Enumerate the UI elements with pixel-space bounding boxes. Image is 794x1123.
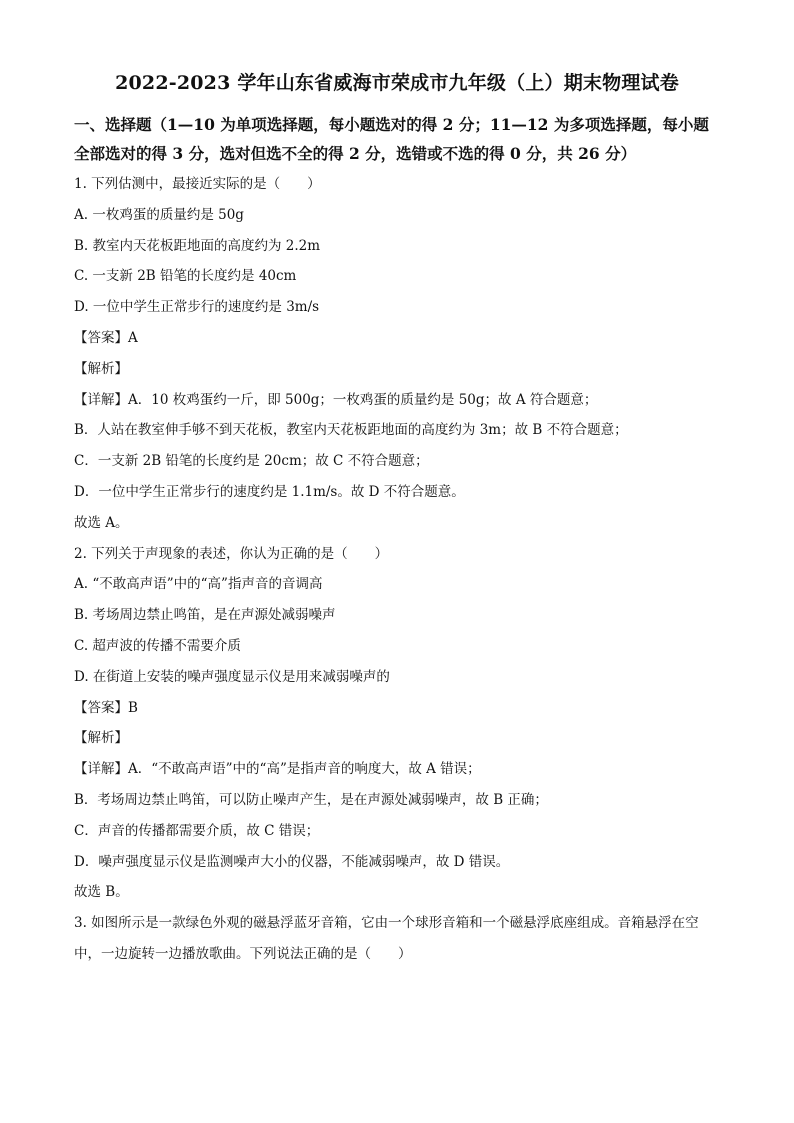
question-2-stem: 2. 下列关于声现象的表述，你认为正确的是（ ）: [74, 545, 389, 562]
question-2-option-d: D. 在街道上安装的噪声强度显示仪是用来减弱噪声的: [74, 668, 390, 685]
question-1-stem: 1. 下列估测中，最接近实际的是（ ）: [74, 176, 321, 192]
question-2-detail-a: 【详解】A．“不敢高声语”中的“高”是指声音的响度大，故 A 错误；: [74, 761, 481, 778]
section-header: 一、选择题（1—10 为单项选择题，每小题选对的得 2 分；11—12 为多项选择题，每小题全部选对的得 3 分，选对但选不全的得 2 分，选错或不选的得 0 分，共 26 分）: [74, 115, 709, 163]
question-1-analysis-label: 【解析】: [74, 360, 128, 377]
question-2-conclusion: 故选 B。: [74, 884, 129, 901]
question-1-detail-b: B．人站在教室伸手够不到天花板，教室内天花板距地面的高度约为 3m；故 B 不符合题意；: [74, 422, 628, 439]
question-2-detail-b: B．考场周边禁止鸣笛，可以防止噪声产生，是在声源处减弱噪声，故 B 正确；: [74, 791, 548, 808]
question-1-option-c: C. 一支新 2B 铅笔的长度约是 40cm: [74, 268, 297, 285]
question-1-detail-c: C．一支新 2B 铅笔的长度约是 20cm；故 C 不符合题意；: [74, 453, 429, 470]
question-2-analysis-label: 【解析】: [74, 730, 128, 747]
question-1-option-b: B. 教室内天花板距地面的高度约为 2.2m: [74, 237, 321, 254]
question-1-answer: 【答案】A: [74, 329, 138, 346]
question-1-option-d: D. 一位中学生正常步行的速度约是 3m/s: [74, 299, 320, 316]
question-2-option-a: A. “不敢高声语”中的“高”指声音的音调高: [74, 576, 323, 593]
questions-content: [74, 169, 734, 970]
question-2-option-b: B. 考场周边禁止鸣笛，是在声源处减弱噪声: [74, 607, 336, 624]
question-2-detail-d: D．噪声强度显示仪是监测噪声大小的仪器，不能减弱噪声，故 D 错误。: [74, 853, 510, 870]
question-2-detail-c: C．声音的传播都需要介质，故 C 错误；: [74, 822, 320, 839]
question-3-stem: 3. 如图所示是一款绿色外观的磁悬浮蓝牙音箱，它由一个球形音箱和一个磁悬浮底座组成。音箱悬浮在空中，一边旋转一边播放歌曲。下列说法正确的是（ ）: [74, 915, 699, 962]
question-2-answer: 【答案】B: [74, 699, 138, 716]
question-1-detail-d: D．一位中学生正常步行的速度约是 1.1m/s。故 D 不符合题意。: [74, 483, 465, 500]
question-1-option-a: A. 一枚鸡蛋的质量约是 50g: [74, 206, 244, 223]
question-2-option-c: C. 超声波的传播不需要介质: [74, 637, 241, 654]
question-1-conclusion: 故选 A。: [74, 514, 129, 531]
question-1-detail-a: 【详解】A．10 枚鸡蛋约一斤，即 500g；一枚鸡蛋的质量约是 50g；故 A 符合题意；: [74, 391, 598, 408]
page-title: 2022-2023 学年山东省威海市荣成市九年级（上）期末物理试卷: [115, 72, 679, 94]
